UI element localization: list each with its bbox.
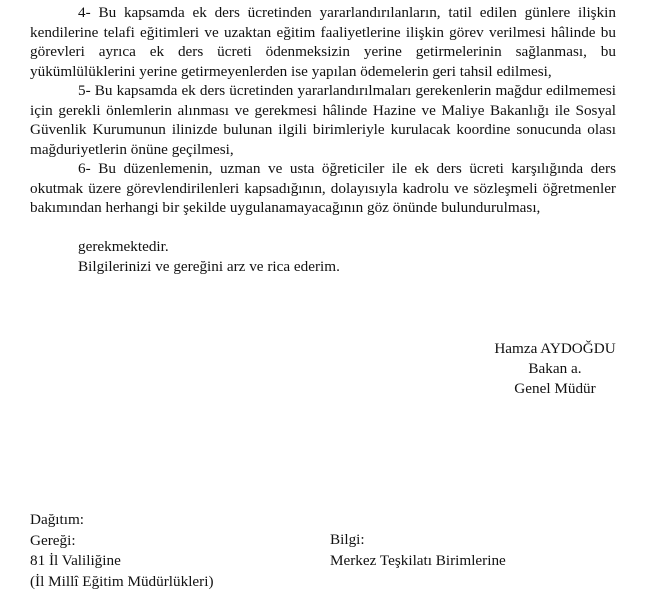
paragraph-5: 5- Bu kapsamda ek ders ücretinden yararlandırılmaları gerekenlerin mağdur edilmemesi için gerekli önlemlerin alınması ve gerekmesi hâlinde Hazine ve Maliye Bakanlığı ile Sosyal Güvenlik Kurumunun ilinizde bulunan ilgili birimleriyle kurulacak koordine sonucunda olası mağduriyetlerin önüne geçilmesi,	[30, 82, 616, 158]
signatory-title-2: Genel Müdür	[514, 380, 596, 397]
distribution-block	[30, 510, 214, 592]
action-recipient-detail: (İl Millî Eğitim Müdürlükleri)	[30, 572, 214, 590]
signatory-name: Hamza AYDOĞDU	[494, 340, 616, 357]
info-label: Bilgi:	[330, 531, 365, 548]
paragraph-6: 6- Bu düzenlemenin, uzman ve usta öğreticiler ile ek ders ücreti karşılığında ders okutmak üzere görevlendirilenleri kapsadığının, dolayısıyla kadrolu ve sözleşmeli öğretmenler bakımından herhangi bir şekilde uygulanamayacağının göz önünde bulundurulması,	[30, 160, 616, 217]
closing-gerekmektedir: gerekmektedir.	[78, 238, 169, 255]
closing-request: Bilgilerinizi ve gereğini arz ve rica ederim.	[78, 258, 340, 275]
action-recipient: 81 İl Valiliğine	[30, 552, 121, 569]
info-recipient: Merkez Teşkilatı Birimlerine	[330, 551, 506, 569]
paragraph-4: 4- Bu kapsamda ek ders ücretinden yararlandırılanların, tatil edilen günlere ilişkin kendilerine telafi eğitimleri ve uzaktan eğitim faaliyetlerine ilişkin görev verilmesi hâlinde bu görevleri ayrıca ek ders ücreti ödenmeksizin yerine getirmelerinin sağlanması, bu yükümlülüklerini yerine getirmeyenlerden ise yapılan ödemelerin geri tahsil edilmesi,	[30, 4, 616, 80]
distribution-heading: Dağıtım:	[30, 511, 84, 528]
signatory-title-1: Bakan a.	[528, 360, 582, 377]
info-distribution-block	[330, 530, 506, 571]
signature-block	[455, 339, 650, 399]
action-label: Gereği:	[30, 531, 76, 549]
